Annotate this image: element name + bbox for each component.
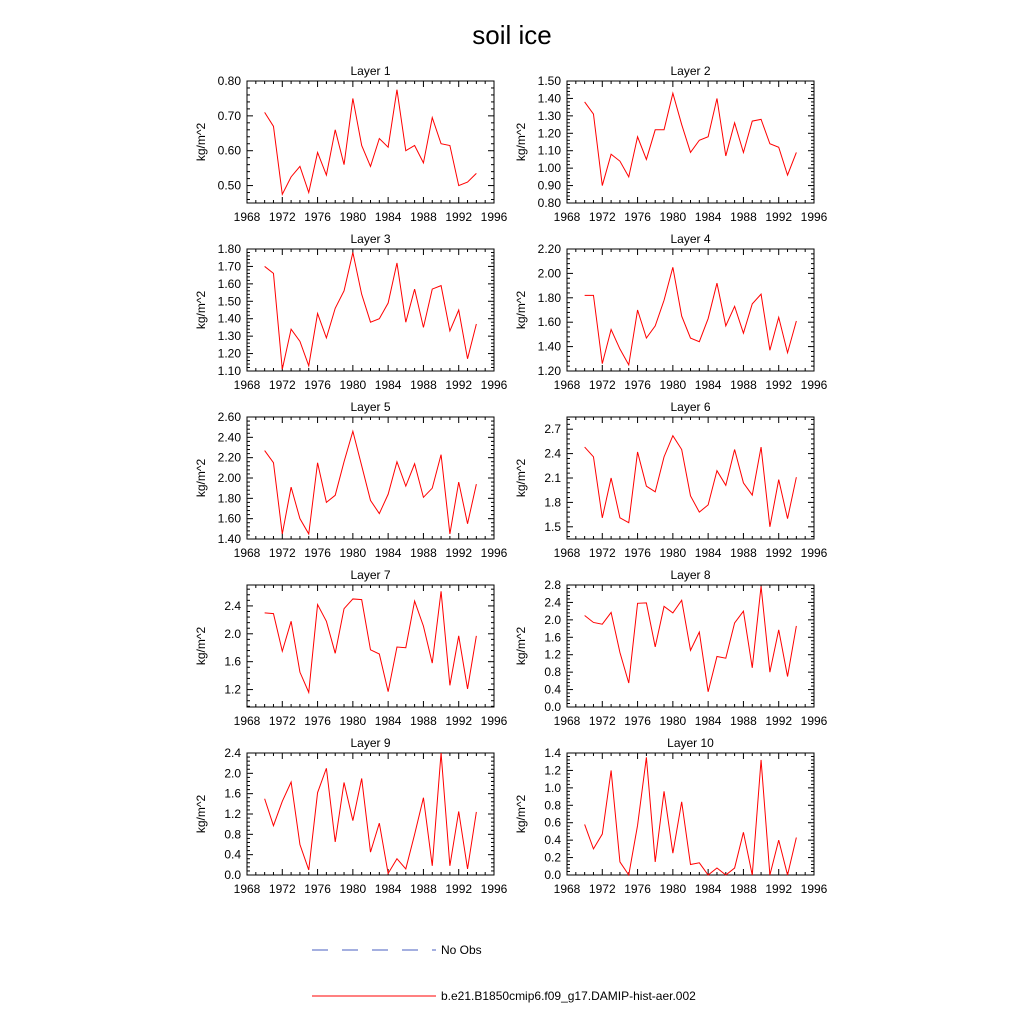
x-tick-label: 1980 <box>659 882 687 896</box>
y-tick-label: 1.2 <box>224 682 241 697</box>
y-tick-label: 1.2 <box>224 807 241 821</box>
y-tick-label: 1.5 <box>544 519 561 534</box>
y-tick-label: 2.0 <box>224 766 241 781</box>
x-tick-label: 1996 <box>480 714 508 728</box>
x-tick-label: 1988 <box>730 378 757 392</box>
y-tick-label: 1.4 <box>544 746 561 760</box>
x-tick-label: 1972 <box>268 210 296 224</box>
panel-layer-2 <box>514 64 828 224</box>
x-tick-label: 1968 <box>233 882 261 896</box>
y-tick-label: 1.40 <box>537 339 561 354</box>
plot-frame <box>567 249 814 371</box>
y-tick-label: 0.80 <box>217 74 241 88</box>
x-tick-label: 1988 <box>730 210 757 224</box>
x-tick-label: 1972 <box>588 210 616 224</box>
y-tick-label: 2.7 <box>544 422 561 437</box>
series-line <box>265 591 477 692</box>
series-line <box>585 93 797 185</box>
y-tick-label: 1.50 <box>537 74 561 88</box>
x-tick-label: 1984 <box>694 210 722 224</box>
x-tick-label: 1984 <box>374 210 402 224</box>
x-tick-label: 1996 <box>480 210 508 224</box>
y-axis-label: kg/m^2 <box>194 794 208 834</box>
x-tick-label: 1968 <box>553 546 581 560</box>
x-tick-label: 1968 <box>233 210 261 224</box>
series-line <box>265 90 477 195</box>
series-line <box>585 586 797 691</box>
series-line <box>265 753 477 873</box>
y-tick-label: 1.40 <box>217 532 241 546</box>
x-tick-label: 1988 <box>730 546 757 560</box>
y-tick-label: 2.00 <box>537 266 561 281</box>
y-tick-label: 1.20 <box>537 364 561 378</box>
panel-layer-7 <box>194 568 508 728</box>
x-tick-label: 1968 <box>553 378 581 392</box>
y-tick-label: 1.10 <box>217 364 241 378</box>
y-tick-label: 1.6 <box>544 630 561 645</box>
y-tick-label: 0.60 <box>217 143 241 158</box>
x-tick-label: 1988 <box>730 882 757 896</box>
y-tick-label: 1.6 <box>224 654 241 669</box>
x-tick-label: 1996 <box>800 546 828 560</box>
x-tick-label: 1968 <box>233 378 261 392</box>
y-tick-label: 1.20 <box>217 346 241 361</box>
x-tick-label: 1988 <box>730 714 757 728</box>
series-line <box>585 267 797 365</box>
x-tick-label: 1980 <box>659 546 687 560</box>
y-tick-label: 0.4 <box>544 682 561 697</box>
panel-title: Layer 4 <box>670 232 711 246</box>
series-line <box>585 436 797 527</box>
y-axis-label: kg/m^2 <box>514 122 528 162</box>
panels <box>194 64 828 896</box>
panel-layer-6 <box>514 400 828 560</box>
x-tick-label: 1980 <box>339 378 367 392</box>
y-tick-label: 1.8 <box>544 495 561 510</box>
x-tick-label: 1976 <box>624 546 651 560</box>
y-tick-label: 1.50 <box>217 294 241 309</box>
x-tick-label: 1968 <box>553 882 581 896</box>
y-tick-label: 0.4 <box>224 847 241 862</box>
x-tick-label: 1996 <box>800 210 828 224</box>
y-tick-label: 1.80 <box>537 290 561 305</box>
y-tick-label: 1.20 <box>537 126 561 141</box>
x-tick-label: 1976 <box>624 882 651 896</box>
legend-label-series: b.e21.B1850cmip6.f09_g17.DAMIP-hist-aer.002 <box>441 989 696 1003</box>
panel-title: Layer 8 <box>670 568 711 582</box>
y-tick-label: 0.50 <box>217 178 241 193</box>
x-tick-label: 1976 <box>304 546 331 560</box>
panel-title: Layer 5 <box>350 400 391 414</box>
panel-title: Layer 3 <box>350 232 391 246</box>
x-tick-label: 1976 <box>304 210 331 224</box>
y-tick-label: 2.4 <box>544 595 561 610</box>
y-tick-label: 2.00 <box>217 471 241 485</box>
panel-layer-10 <box>514 736 828 896</box>
y-tick-label: 1.30 <box>217 329 241 344</box>
x-tick-label: 1976 <box>624 714 651 728</box>
x-tick-label: 1972 <box>268 378 296 392</box>
y-tick-label: 1.60 <box>537 315 561 330</box>
plot-frame <box>567 585 814 707</box>
y-tick-label: 1.2 <box>544 647 561 662</box>
x-tick-label: 1992 <box>765 378 793 392</box>
y-tick-label: 1.2 <box>544 763 561 778</box>
x-tick-label: 1968 <box>553 210 581 224</box>
x-tick-label: 1992 <box>765 546 793 560</box>
x-tick-label: 1972 <box>588 882 616 896</box>
panel-layer-1 <box>194 64 508 224</box>
chart-title: soil ice <box>472 20 552 50</box>
series-line <box>265 431 477 534</box>
x-tick-label: 1980 <box>339 210 367 224</box>
x-tick-label: 1976 <box>624 378 651 392</box>
y-tick-label: 2.8 <box>544 578 561 592</box>
x-tick-label: 1992 <box>445 378 473 392</box>
x-tick-label: 1984 <box>374 546 402 560</box>
x-tick-label: 1996 <box>480 378 508 392</box>
x-tick-label: 1972 <box>588 546 616 560</box>
y-axis-label: kg/m^2 <box>514 290 528 330</box>
x-tick-label: 1996 <box>800 714 828 728</box>
y-tick-label: 1.6 <box>224 786 241 801</box>
x-tick-label: 1988 <box>410 882 437 896</box>
x-tick-label: 1980 <box>339 882 367 896</box>
y-tick-label: 0.6 <box>544 815 561 830</box>
x-tick-label: 1968 <box>233 714 261 728</box>
y-tick-label: 2.4 <box>224 598 241 613</box>
x-tick-label: 1988 <box>410 210 437 224</box>
panel-title: Layer 6 <box>670 400 711 414</box>
panel-layer-8 <box>514 568 828 728</box>
y-tick-label: 1.0 <box>544 780 561 795</box>
y-tick-label: 2.60 <box>217 410 241 424</box>
x-tick-label: 1972 <box>268 546 296 560</box>
y-tick-label: 1.40 <box>537 91 561 106</box>
y-tick-label: 0.80 <box>537 196 561 210</box>
y-tick-label: 2.20 <box>537 242 561 256</box>
y-tick-label: 1.80 <box>217 491 241 506</box>
x-tick-label: 1996 <box>800 378 828 392</box>
y-tick-label: 1.80 <box>217 242 241 256</box>
plot-frame <box>247 753 494 875</box>
x-tick-label: 1976 <box>304 378 331 392</box>
series-line <box>585 757 797 875</box>
plot-frame <box>247 249 494 371</box>
plot-frame <box>567 753 814 875</box>
panel-layer-3 <box>194 232 508 392</box>
x-tick-label: 1968 <box>233 546 261 560</box>
plot-frame <box>247 417 494 539</box>
panel-layer-5 <box>194 400 508 560</box>
y-tick-label: 2.4 <box>544 446 561 461</box>
x-tick-label: 1992 <box>445 882 473 896</box>
y-tick-label: 2.4 <box>224 746 241 760</box>
x-tick-label: 1992 <box>445 546 473 560</box>
y-tick-label: 0.70 <box>217 108 241 123</box>
series-line <box>265 252 477 369</box>
y-tick-label: 1.30 <box>537 108 561 123</box>
x-tick-label: 1992 <box>765 714 793 728</box>
plot-frame <box>567 81 814 203</box>
legend-label-no-obs: No Obs <box>441 943 482 957</box>
y-tick-label: 0.0 <box>224 868 241 882</box>
y-axis-label: kg/m^2 <box>194 458 208 498</box>
x-tick-label: 1992 <box>765 882 793 896</box>
x-tick-label: 1980 <box>659 210 687 224</box>
y-tick-label: 2.40 <box>217 430 241 445</box>
y-axis-label: kg/m^2 <box>194 122 208 162</box>
y-tick-label: 0.0 <box>544 868 561 882</box>
legend <box>312 943 696 1003</box>
y-axis-label: kg/m^2 <box>514 794 528 834</box>
x-tick-label: 1988 <box>410 378 437 392</box>
x-tick-label: 1984 <box>694 714 722 728</box>
x-tick-label: 1996 <box>800 882 828 896</box>
x-tick-label: 1988 <box>410 714 437 728</box>
x-tick-label: 1972 <box>588 378 616 392</box>
y-axis-label: kg/m^2 <box>514 626 528 666</box>
panel-layer-9 <box>194 736 508 896</box>
y-tick-label: 0.90 <box>537 178 561 193</box>
y-tick-label: 1.40 <box>217 311 241 326</box>
y-tick-label: 0.2 <box>544 850 561 865</box>
y-tick-label: 0.4 <box>544 833 561 848</box>
y-tick-label: 1.00 <box>537 161 561 176</box>
x-tick-label: 1992 <box>765 210 793 224</box>
y-axis-label: kg/m^2 <box>194 290 208 330</box>
y-tick-label: 2.20 <box>217 450 241 465</box>
y-tick-label: 0.8 <box>224 827 241 842</box>
x-tick-label: 1996 <box>480 546 508 560</box>
panel-title: Layer 7 <box>350 568 391 582</box>
y-axis-label: kg/m^2 <box>514 458 528 498</box>
x-tick-label: 1980 <box>339 714 367 728</box>
panel-title: Layer 10 <box>667 736 714 750</box>
x-tick-label: 1988 <box>410 546 437 560</box>
y-tick-label: 1.60 <box>217 511 241 526</box>
y-tick-label: 1.10 <box>537 143 561 158</box>
x-tick-label: 1984 <box>374 714 402 728</box>
y-tick-label: 2.0 <box>544 612 561 627</box>
y-tick-label: 0.8 <box>544 798 561 813</box>
x-tick-label: 1980 <box>339 546 367 560</box>
x-tick-label: 1976 <box>304 882 331 896</box>
x-tick-label: 1992 <box>445 210 473 224</box>
panel-title: Layer 9 <box>350 736 391 750</box>
y-tick-label: 1.70 <box>217 259 241 274</box>
x-tick-label: 1984 <box>374 378 402 392</box>
x-tick-label: 1984 <box>694 882 722 896</box>
x-tick-label: 1980 <box>659 378 687 392</box>
x-tick-label: 1992 <box>445 714 473 728</box>
x-tick-label: 1980 <box>659 714 687 728</box>
x-tick-label: 1972 <box>588 714 616 728</box>
x-tick-label: 1976 <box>304 714 331 728</box>
y-tick-label: 0.0 <box>544 700 561 714</box>
y-tick-label: 2.1 <box>544 471 561 485</box>
x-tick-label: 1976 <box>624 210 651 224</box>
x-tick-label: 1984 <box>374 882 402 896</box>
panel-title: Layer 2 <box>670 64 711 78</box>
y-tick-label: 0.8 <box>544 665 561 680</box>
plot-frame <box>247 81 494 203</box>
x-tick-label: 1972 <box>268 882 296 896</box>
panel-title: Layer 1 <box>350 64 391 78</box>
y-tick-label: 2.0 <box>224 626 241 641</box>
plot-frame <box>567 417 814 539</box>
y-axis-label: kg/m^2 <box>194 626 208 666</box>
x-tick-label: 1996 <box>480 882 508 896</box>
x-tick-label: 1972 <box>268 714 296 728</box>
y-tick-label: 1.60 <box>217 276 241 291</box>
x-tick-label: 1984 <box>694 546 722 560</box>
x-tick-label: 1968 <box>553 714 581 728</box>
panel-layer-4 <box>514 232 828 392</box>
x-tick-label: 1984 <box>694 378 722 392</box>
